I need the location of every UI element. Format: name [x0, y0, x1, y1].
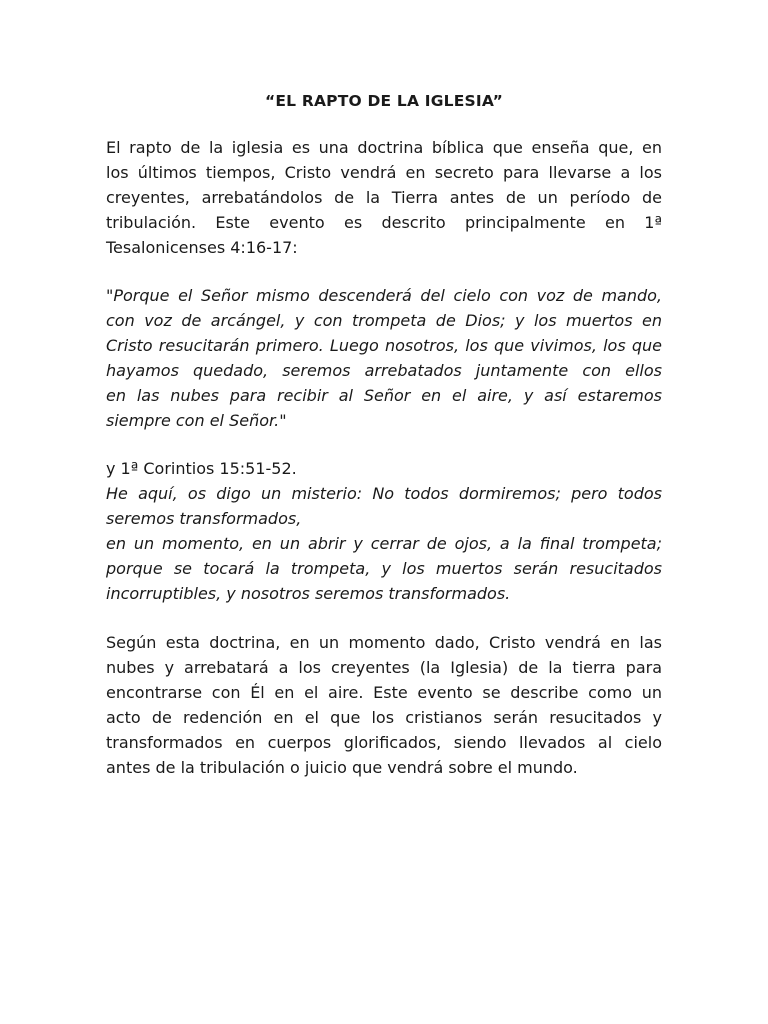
- thessalonians-quote: [106, 283, 662, 433]
- paragraph-line: antes de la tribulación o juicio que vendrá sobre el mundo.: [106, 758, 578, 777]
- quote-line: en un momento, en un abrir y cerrar de ojos, a la final trompeta;: [106, 534, 662, 553]
- quote-line: He aquí, os digo un misterio: No todos dormiremos; pero todos: [106, 484, 662, 503]
- paragraph-line: acto de redención en el que los cristianos serán resucitados y: [106, 708, 662, 727]
- quote-line-text: Porque el Señor mismo descenderá del cielo con voz de mando,: [113, 286, 662, 305]
- quote-line: incorruptibles, y nosotros seremos transformados.: [106, 584, 511, 603]
- paragraph-line: nubes y arrebatará a los creyentes (la Iglesia) de la tierra para: [106, 658, 662, 677]
- paragraph-line: encontrarse con Él en el aire. Este evento se describe como un: [106, 683, 662, 702]
- intro-paragraph: [106, 135, 662, 260]
- corinthians-reference: y 1ª Corintios 15:51-52.: [106, 459, 297, 478]
- quote-line: Cristo resucitarán primero. Luego nosotros, los que vivimos, los que: [106, 336, 662, 355]
- document-title: “EL RAPTO DE LA IGLESIA”: [264, 92, 504, 110]
- quote-line: porque se tocará la trompeta, y los muertos serán resucitados: [106, 559, 662, 578]
- quote-line: con voz de arcángel, y con trompeta de Dios; y los muertos en: [106, 311, 662, 330]
- paragraph-line: Según esta doctrina, en un momento dado, Cristo vendrá en las: [106, 633, 662, 652]
- quote-line: [106, 283, 662, 308]
- paragraph-line: transformados en cuerpos glorificados, siendo llevados al cielo: [106, 733, 662, 752]
- paragraph-line: los últimos tiempos, Cristo vendrá en secreto para llevarse a los: [106, 163, 662, 182]
- quote-close-mark: ": [279, 411, 287, 430]
- paragraph-line: tribulación. Este evento es descrito principalmente en 1ª: [106, 213, 662, 232]
- quote-line: en las nubes para recibir al Señor en el aire, y así estaremos: [106, 386, 662, 405]
- paragraph-line: creyentes, arrebatándolos de la Tierra antes de un período de: [106, 188, 662, 207]
- quote-line: [106, 408, 662, 433]
- quote-line: seremos transformados,: [106, 509, 302, 528]
- doctrine-paragraph: [106, 630, 662, 780]
- quote-line-text: siempre con el Señor.: [106, 411, 280, 430]
- paragraph-line: Tesalonicenses 4:16-17:: [106, 238, 298, 257]
- quote-open-mark: ": [106, 286, 114, 305]
- quote-line: hayamos quedado, seremos arrebatados juntamente con ellos: [106, 361, 662, 380]
- corinthians-section: [106, 456, 662, 606]
- paragraph-line: El rapto de la iglesia es una doctrina bíblica que enseña que, en: [106, 138, 662, 157]
